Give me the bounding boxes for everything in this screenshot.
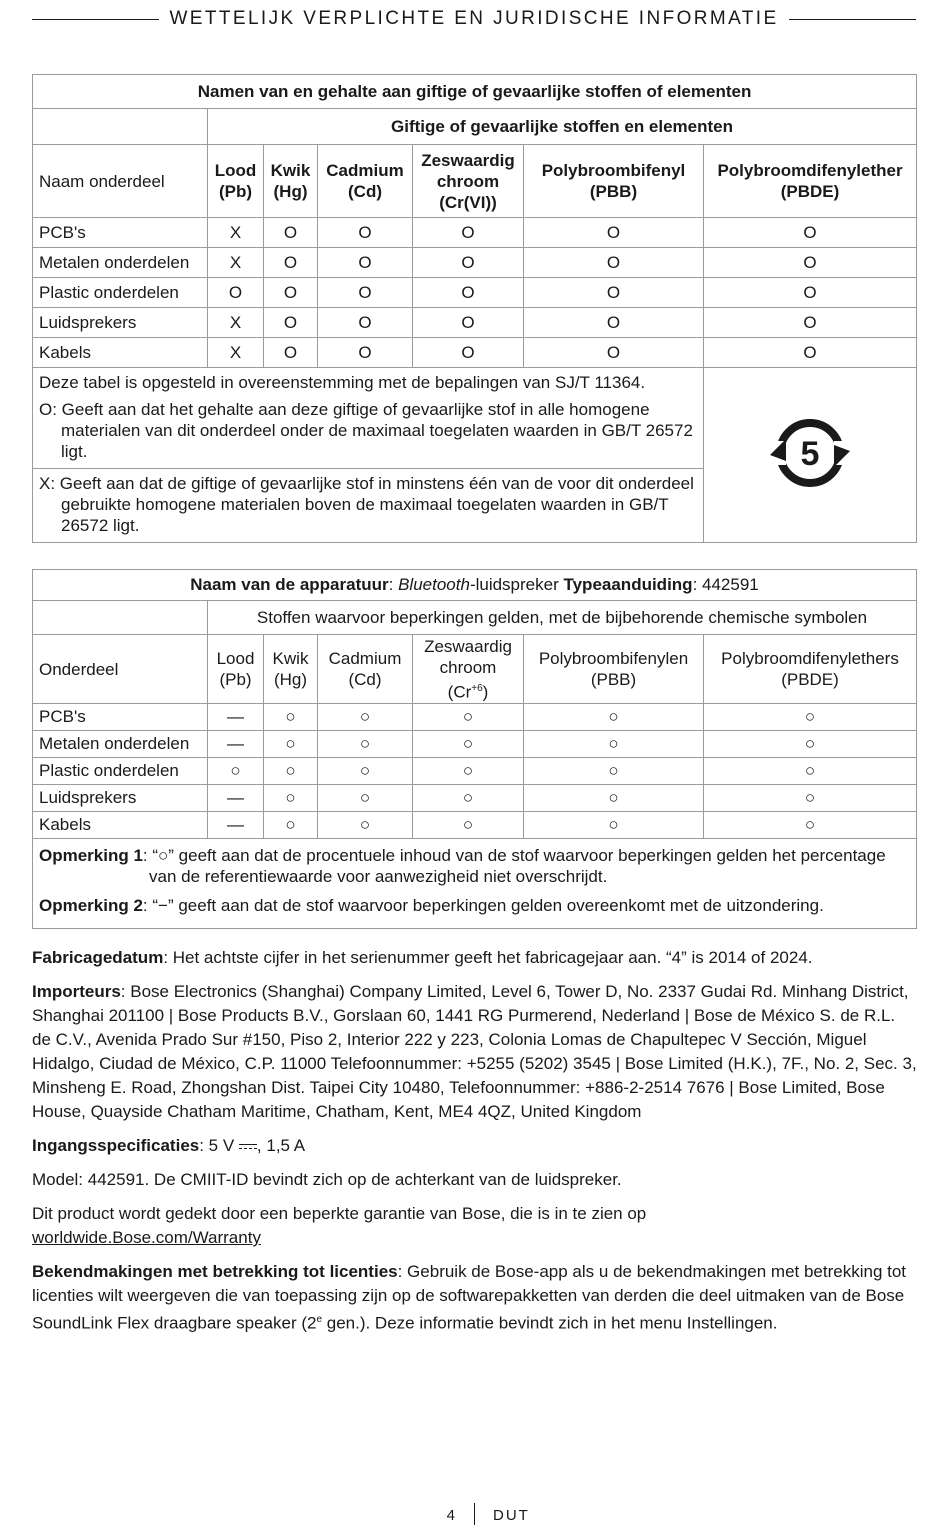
table-row: [33, 218, 917, 248]
warranty-link[interactable]: worldwide.Bose.com/Warranty: [32, 1228, 261, 1247]
table-row: [33, 704, 917, 731]
table1-notes-bottom: [33, 469, 704, 543]
part-name: Luidsprekers: [33, 308, 208, 338]
value-cell: —: [208, 785, 264, 812]
part-name: Kabels: [33, 812, 208, 839]
part-name: Metalen onderdelen: [33, 731, 208, 758]
model-info: Model: 442591. De CMIIT-ID bevindt zich op de achterkant van de luidspreker.: [32, 1170, 622, 1189]
page-footer: [0, 1502, 950, 1528]
table1-caption: Namen van en gehalte aan giftige of gevaarlijke stoffen of elementen: [33, 75, 917, 109]
part-name: Kabels: [33, 338, 208, 368]
value-cell: O: [704, 278, 917, 308]
value-cell: O: [413, 218, 524, 248]
page-number: 4: [446, 1507, 457, 1524]
warranty-info: Dit product wordt gedekt door een beperkte garantie van Bose, die is in te zien op worldwide.Bose.com/Warranty: [32, 1204, 647, 1247]
page-title: WETTELIJK VERPLICHTE EN JURIDISCHE INFORMATIE: [169, 8, 779, 29]
value-cell: O: [264, 308, 318, 338]
value-cell: O: [318, 278, 413, 308]
table-row: [33, 308, 917, 338]
value-cell: X: [208, 338, 264, 368]
table1-notes-top: [33, 368, 704, 469]
value-cell: O: [264, 338, 318, 368]
value-cell: O: [318, 338, 413, 368]
value-cell: ○: [318, 731, 413, 758]
value-cell: ○: [704, 758, 917, 785]
table2-col-cr: Zeswaardig chroom $(Cr^{+6})$: [413, 635, 524, 704]
value-cell: O: [318, 308, 413, 338]
epup-logo-cell: [704, 368, 917, 543]
value-cell: ○: [704, 731, 917, 758]
value-cell: ○: [413, 785, 524, 812]
dc-current-icon: [239, 1143, 257, 1151]
value-cell: ○: [704, 812, 917, 839]
table2-col-cd: Cadmium (Cd): [318, 635, 413, 704]
value-cell: ○: [704, 704, 917, 731]
value-cell: O: [704, 248, 917, 278]
value-cell: ○: [413, 731, 524, 758]
value-cell: O: [413, 278, 524, 308]
value-cell: ○: [413, 758, 524, 785]
table2-blank-cell: [33, 601, 208, 635]
part-name: PCB's: [33, 704, 208, 731]
license-info: Bekendmakingen met betrekking tot licenties: Gebruik de Bose-app als u de bekendmakingen met betrekking tot licenties wilt weergeven die van toepassing zijn op de softwarepakketten van derden die deel uitmaken van de Bose SoundLink Flex draagbare speaker (2e gen.). Deze informatie bevindt zich in het menu Instellingen.: [32, 1262, 907, 1333]
value-cell: —: [208, 812, 264, 839]
value-cell: ○: [264, 812, 318, 839]
header-rule-left: [32, 19, 159, 20]
table1-col-pbb: Polybroombifenyl (PBB): [524, 145, 704, 218]
importers: Importeurs: Bose Electronics (Shanghai) Company Limited, Level 6, Tower D, No. 2337 Gudai Rd. Minhang District, Shanghai 201100 | Bose Products B.V., Gorslaan 60, 1441 RG Purmerend, Nederland | Bose de México S. de R.L. de C.V., Avenida Prado Sur #150, Piso 2, Interior 222 y 223, Colonia Lomas de Chapultepec V Sección, Miguel Hidalgo, Ciudad de México, C.P. 11000 Telefoonnummer: +5255 (5202) 3545 | Bose Limited (H.K.), 7F., No. 2, Sec. 3, Minsheng E. Road, Zhongshan Dist. Taipei City 10480, Telefoonnummer: +886-2-2514 7676 | Bose Limited, Bose House, Quayside Chatham Maritime, Chatham, Kent, ME4 4QZ, United Kingdom: [32, 982, 917, 1121]
table1-col-pbde: Polybroomdifenylether (PBDE): [704, 145, 917, 218]
value-cell: O: [413, 248, 524, 278]
page-header: [32, 6, 916, 32]
table2-col-pbde: Polybroomdifenylethers (PBDE): [704, 635, 917, 704]
part-name: PCB's: [33, 218, 208, 248]
value-cell: ○: [318, 785, 413, 812]
value-cell: O: [264, 278, 318, 308]
table1-col-part: Naam onderdeel: [33, 145, 208, 218]
svg-text:5: 5: [800, 434, 820, 473]
language-code: DUT: [493, 1507, 530, 1524]
value-cell: O: [208, 278, 264, 308]
value-cell: O: [413, 338, 524, 368]
restricted-substances-table: [32, 569, 917, 929]
value-cell: ○: [264, 785, 318, 812]
manufacture-date: Fabricagedatum: Het achtste cijfer in het serienummer geeft het fabricagejaar aan. “4” is 2014 of 2024.: [32, 948, 813, 967]
value-cell: O: [704, 338, 917, 368]
value-cell: O: [524, 218, 704, 248]
table1-col-hg: Kwik (Hg): [264, 145, 318, 218]
value-cell: —: [208, 704, 264, 731]
value-cell: O: [704, 308, 917, 338]
note-2: Opmerking 2: “−” geeft aan dat de stof waarvoor beperkingen gelden overeenkomt met de uitzondering.: [39, 896, 824, 915]
value-cell: ○: [413, 812, 524, 839]
value-cell: ○: [524, 758, 704, 785]
toxic-substances-table: [32, 74, 917, 543]
note-x-definition: X: Geeft aan dat de giftige of gevaarlijke stof in minstens één van de voor dit onderdeel gebruikte homogene materialen boven de maximaal toegelaten waarden in GB/T 26572 ligt.: [39, 474, 694, 535]
value-cell: O: [413, 308, 524, 338]
value-cell: ○: [208, 758, 264, 785]
table1-col-cd: Cadmium (Cd): [318, 145, 413, 218]
table-row: [33, 731, 917, 758]
value-cell: O: [264, 248, 318, 278]
table-row: [33, 758, 917, 785]
value-cell: —: [208, 731, 264, 758]
table1-col-pb: Lood (Pb): [208, 145, 264, 218]
table2-col-pb: Lood (Pb): [208, 635, 264, 704]
table-row: [33, 338, 917, 368]
input-specs: Ingangsspecificaties: 5 V , 1,5 A: [32, 1136, 306, 1155]
note-standard: Deze tabel is opgesteld in overeenstemming met de bepalingen van SJ/T 11364.: [39, 373, 646, 392]
environment-protection-5-icon: [768, 415, 852, 491]
value-cell: ○: [264, 704, 318, 731]
table2-group-header: Stoffen waarvoor beperkingen gelden, met de bijbehorende chemische symbolen: [208, 601, 917, 635]
value-cell: ○: [318, 758, 413, 785]
value-cell: O: [524, 308, 704, 338]
value-cell: X: [208, 248, 264, 278]
value-cell: O: [704, 218, 917, 248]
value-cell: O: [264, 218, 318, 248]
value-cell: ○: [524, 812, 704, 839]
value-cell: X: [208, 308, 264, 338]
part-name: Plastic onderdelen: [33, 758, 208, 785]
value-cell: X: [208, 218, 264, 248]
value-cell: ○: [264, 758, 318, 785]
table2-col-pbb: Polybroombifenylen (PBB): [524, 635, 704, 704]
value-cell: ○: [318, 812, 413, 839]
note-1: Opmerking 1: “○” geeft aan dat de procentuele inhoud van de stof waarvoor beperkingen gelden het percentage van de referentiewaarde voor aanwezigheid niet overschrijdt.: [39, 846, 886, 886]
value-cell: O: [524, 248, 704, 278]
table2-caption: Naam van de apparatuur: Bluetooth-luidspreker Typeaanduiding: 442591: [33, 570, 917, 601]
table-row: [33, 785, 917, 812]
table1-blank-cell: [33, 109, 208, 145]
value-cell: O: [524, 278, 704, 308]
value-cell: ○: [524, 785, 704, 812]
footer-divider: [474, 1503, 475, 1525]
value-cell: ○: [524, 731, 704, 758]
table-row: [33, 278, 917, 308]
table2-col-part: Onderdeel: [33, 635, 208, 704]
part-name: Plastic onderdelen: [33, 278, 208, 308]
value-cell: ○: [704, 785, 917, 812]
note-o-definition: O: Geeft aan dat het gehalte aan deze giftige of gevaarlijke stof in alle homogene materialen van dit onderdeel onder de maximaal toegelaten waarden in GB/T 26572 ligt.: [39, 400, 693, 461]
legal-info-section: [32, 946, 918, 1346]
value-cell: ○: [524, 704, 704, 731]
table1-group-header: Giftige of gevaarlijke stoffen en elementen: [208, 109, 917, 145]
value-cell: ○: [264, 731, 318, 758]
table2-notes: [33, 839, 917, 929]
value-cell: ○: [413, 704, 524, 731]
table2-col-hg: Kwik (Hg): [264, 635, 318, 704]
value-cell: O: [318, 248, 413, 278]
table-row: [33, 812, 917, 839]
table-row: [33, 248, 917, 278]
part-name: Luidsprekers: [33, 785, 208, 812]
value-cell: O: [524, 338, 704, 368]
table1-col-cr: Zeswaardig chroom (Cr(VI)): [413, 145, 524, 218]
part-name: Metalen onderdelen: [33, 248, 208, 278]
value-cell: ○: [318, 704, 413, 731]
value-cell: O: [318, 218, 413, 248]
header-rule-right: [789, 19, 916, 20]
